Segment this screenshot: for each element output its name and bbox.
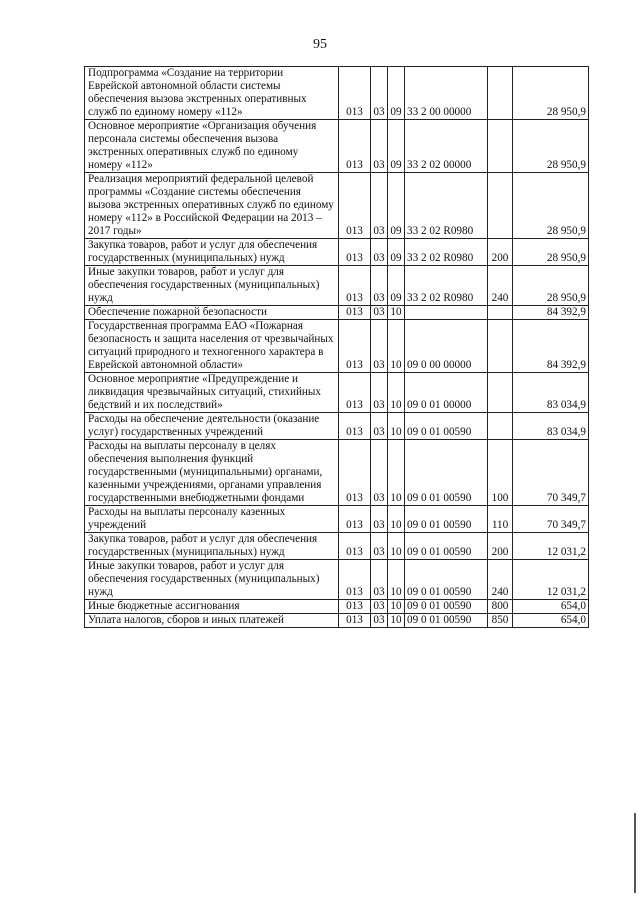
row-amount: 12 031,2 [513,533,589,560]
row-amount: 28 950,9 [513,173,589,239]
row-name: Основное мероприятие «Организация обучения персонала системы обеспечения вызова экстренных оперативных служб по единому номеру «112» [85,120,339,173]
row-target-article: 33 2 02 R0980 [405,239,488,266]
row-section-code: 03 [371,266,388,306]
row-name: Основное мероприятие «Предупреждение и ликвидация чрезвычайных ситуаций, стихийных бедствий и их последствий» [85,373,339,413]
row-expense-type: 800 [488,600,513,614]
row-amount: 28 950,9 [513,266,589,306]
row-admin-code: 013 [339,266,371,306]
table-row [85,306,589,320]
row-target-article: 33 2 02 00000 [405,120,488,173]
row-amount: 70 349,7 [513,440,589,506]
row-amount: 654,0 [513,600,589,614]
row-target-article: 09 0 00 00000 [405,320,488,373]
row-target-article: 09 0 01 00590 [405,506,488,533]
row-section-code: 03 [371,320,388,373]
row-admin-code: 013 [339,373,371,413]
row-target-article: 09 0 01 00590 [405,614,488,628]
row-target-article: 09 0 01 00590 [405,440,488,506]
row-section-code: 03 [371,506,388,533]
row-amount: 84 392,9 [513,306,589,320]
row-admin-code: 013 [339,560,371,600]
row-name: Государственная программа ЕАО «Пожарная безопасность и защита населения от чрезвычайных ситуаций природного и техногенного характера в Еврейской автономной области» [85,320,339,373]
row-expense-type: 850 [488,614,513,628]
table-row [85,67,589,120]
row-section-code: 03 [371,120,388,173]
row-name: Расходы на выплаты персоналу в целях обеспечения выполнения функций государственными (муниципальными) органами, казенными учреждениями, органами управления государственными внебюджетными фондами [85,440,339,506]
row-amount: 12 031,2 [513,560,589,600]
row-amount: 84 392,9 [513,320,589,373]
row-target-article: 09 0 01 00590 [405,600,488,614]
row-subsection-code: 10 [388,413,405,440]
table-row [85,600,589,614]
row-subsection-code: 09 [388,239,405,266]
row-target-article: 33 2 00 00000 [405,67,488,120]
row-subsection-code: 10 [388,306,405,320]
row-amount: 28 950,9 [513,67,589,120]
table-row [85,320,589,373]
row-name: Расходы на выплаты персоналу казенных учреждений [85,506,339,533]
scan-edge-mark [634,813,636,893]
table-row [85,173,589,239]
row-name: Иные закупки товаров, работ и услуг для обеспечения государственных (муниципальных) нужд [85,266,339,306]
row-subsection-code: 10 [388,560,405,600]
table-row [85,413,589,440]
row-section-code: 03 [371,373,388,413]
row-name: Закупка товаров, работ и услуг для обеспечения государственных (муниципальных) нужд [85,239,339,266]
row-target-article: 09 0 01 00590 [405,560,488,600]
row-admin-code: 013 [339,413,371,440]
row-subsection-code: 09 [388,67,405,120]
row-section-code: 03 [371,67,388,120]
row-amount: 83 034,9 [513,373,589,413]
row-subsection-code: 10 [388,533,405,560]
row-section-code: 03 [371,614,388,628]
row-section-code: 03 [371,306,388,320]
row-target-article [405,306,488,320]
row-subsection-code: 10 [388,320,405,373]
row-admin-code: 013 [339,120,371,173]
page-number: 95 [313,37,327,52]
row-admin-code: 013 [339,239,371,266]
row-expense-type [488,173,513,239]
row-expense-type: 240 [488,266,513,306]
row-expense-type: 100 [488,440,513,506]
row-subsection-code: 10 [388,614,405,628]
row-section-code: 03 [371,239,388,266]
table-row [85,120,589,173]
row-expense-type: 200 [488,239,513,266]
row-admin-code: 013 [339,440,371,506]
row-target-article: 33 2 02 R0980 [405,266,488,306]
row-name: Иные закупки товаров, работ и услуг для обеспечения государственных (муниципальных) нужд [85,560,339,600]
row-subsection-code: 09 [388,173,405,239]
row-expense-type [488,373,513,413]
row-admin-code: 013 [339,506,371,533]
row-expense-type [488,67,513,120]
table-row [85,440,589,506]
row-admin-code: 013 [339,533,371,560]
row-subsection-code: 10 [388,600,405,614]
row-expense-type: 110 [488,506,513,533]
row-target-article: 33 2 02 R0980 [405,173,488,239]
row-section-code: 03 [371,533,388,560]
row-admin-code: 013 [339,306,371,320]
row-section-code: 03 [371,440,388,506]
row-subsection-code: 10 [388,440,405,506]
budget-table [84,66,589,628]
table-row [85,560,589,600]
row-subsection-code: 10 [388,506,405,533]
row-admin-code: 013 [339,614,371,628]
row-subsection-code: 09 [388,120,405,173]
row-name: Расходы на обеспечение деятельности (оказание услуг) государственных учреждений [85,413,339,440]
row-name: Уплата налогов, сборов и иных платежей [85,614,339,628]
row-expense-type [488,413,513,440]
row-name: Закупка товаров, работ и услуг для обеспечения государственных (муниципальных) нужд [85,533,339,560]
row-section-code: 03 [371,600,388,614]
table-row [85,266,589,306]
row-expense-type [488,306,513,320]
table-row [85,373,589,413]
row-expense-type: 240 [488,560,513,600]
row-name: Реализация мероприятий федеральной целевой программы «Создание системы обеспечения вызова экстренных оперативных служб по единому номеру «112» в Российской Федерации на 2013 – 2017 годы» [85,173,339,239]
row-name: Подпрограмма «Создание на территории Еврейской автономной области системы обеспечения вызова экстренных оперативных служб по единому номеру «112» [85,67,339,120]
table-row [85,533,589,560]
row-expense-type: 200 [488,533,513,560]
row-expense-type [488,120,513,173]
row-expense-type [488,320,513,373]
row-target-article: 09 0 01 00000 [405,373,488,413]
row-subsection-code: 10 [388,373,405,413]
row-amount: 70 349,7 [513,506,589,533]
row-admin-code: 013 [339,600,371,614]
row-amount: 28 950,9 [513,120,589,173]
row-admin-code: 013 [339,67,371,120]
table-row [85,239,589,266]
row-admin-code: 013 [339,320,371,373]
row-target-article: 09 0 01 00590 [405,413,488,440]
row-section-code: 03 [371,173,388,239]
row-target-article: 09 0 01 00590 [405,533,488,560]
row-section-code: 03 [371,560,388,600]
row-admin-code: 013 [339,173,371,239]
table-row [85,506,589,533]
row-amount: 28 950,9 [513,239,589,266]
row-name: Обеспечение пожарной безопасности [85,306,339,320]
table-row [85,614,589,628]
row-amount: 83 034,9 [513,413,589,440]
row-amount: 654,0 [513,614,589,628]
table-body [85,67,589,628]
row-subsection-code: 09 [388,266,405,306]
row-name: Иные бюджетные ассигнования [85,600,339,614]
row-section-code: 03 [371,413,388,440]
